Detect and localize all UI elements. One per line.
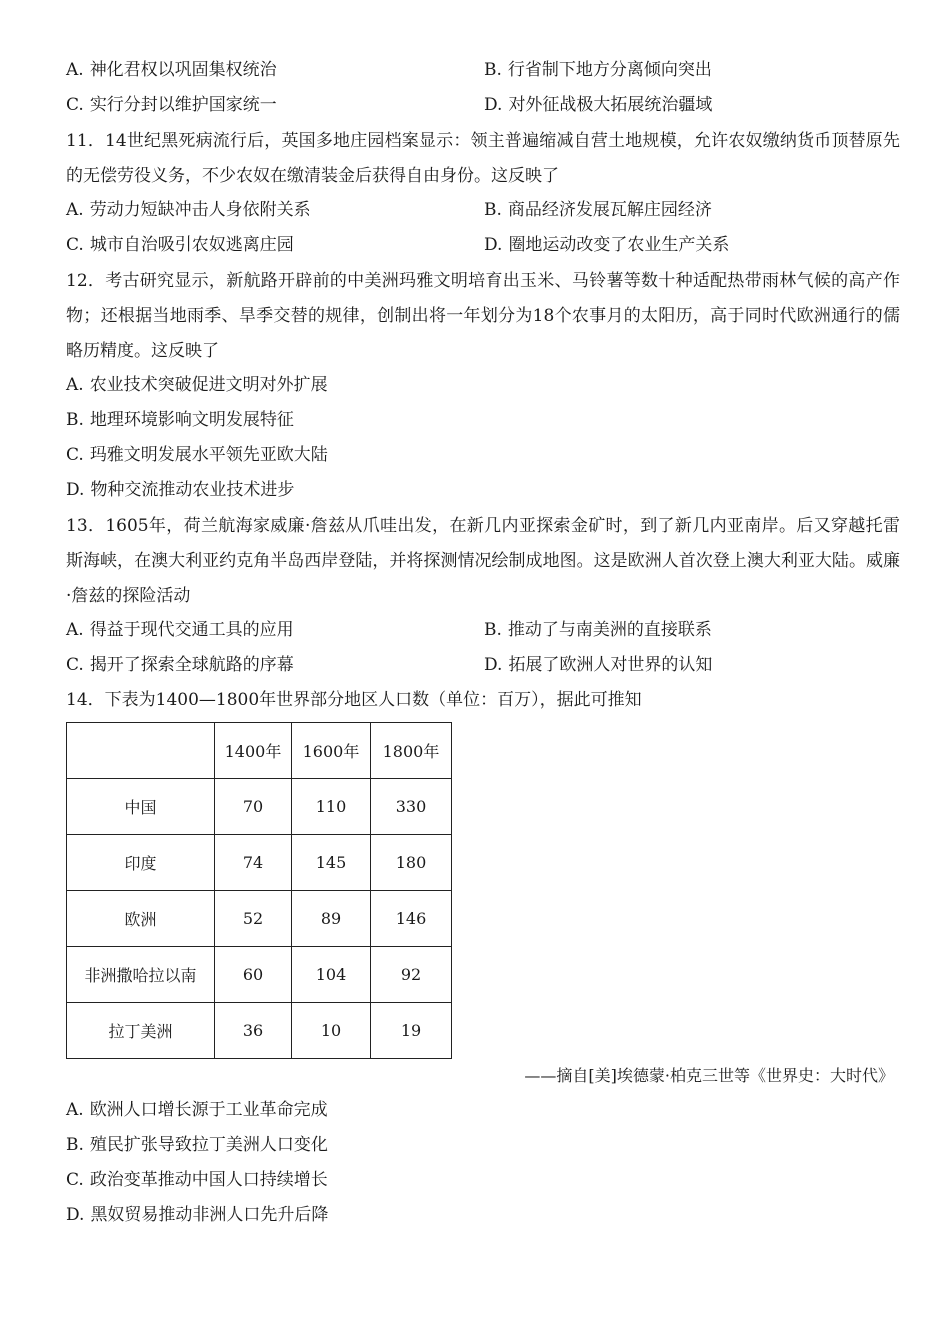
table-cell: 52 <box>215 891 292 947</box>
option-text: 圈地运动改变了农业生产关系 <box>508 235 730 255</box>
q11-options-row-cd <box>66 233 906 257</box>
option-text: 神化君权以巩固集权统治 <box>89 60 277 80</box>
table-cell-region: 非洲撒哈拉以南 <box>67 947 215 1003</box>
option-text: 得益于现代交通工具的应用 <box>89 620 294 640</box>
table-row <box>67 835 452 891</box>
option-letter: C. <box>66 655 84 675</box>
q11-option-b[interactable] <box>484 198 712 222</box>
table-header-cell: 1800年 <box>371 723 452 779</box>
option-text: 拓展了欧洲人对世界的认知 <box>508 655 713 675</box>
option-text: 对外征战极大拓展统治疆域 <box>508 95 713 115</box>
q12-option-a[interactable] <box>66 373 328 397</box>
option-text: 殖民扩张导致拉丁美洲人口变化 <box>89 1135 328 1155</box>
option-letter: A. <box>66 60 84 80</box>
table-header-row <box>67 723 452 779</box>
table-cell-region: 拉丁美洲 <box>67 1003 215 1059</box>
table-row <box>67 1003 452 1059</box>
option-text: 政治变革推动中国人口持续增长 <box>89 1170 328 1190</box>
q13-options-row-cd <box>66 653 906 677</box>
option-text: 欧洲人口增长源于工业革命完成 <box>89 1100 328 1120</box>
table-cell: 10 <box>292 1003 371 1059</box>
option-text: 地理环境影响文明发展特征 <box>89 410 294 430</box>
option-text: 劳动力短缺冲击人身依附关系 <box>89 200 311 220</box>
table-cell: 146 <box>371 891 452 947</box>
q11-stem: 11．14世纪黑死病流行后，英国多地庄园档案显示：领主普遍缩减自营土地规模，允许农奴缴纳货币顶替原先的无偿劳役义务，不少农奴在缴清装金后获得自由身份。这反映了 <box>66 131 900 186</box>
option-text: 行省制下地方分离倾向突出 <box>507 60 712 80</box>
q14-option-c[interactable] <box>66 1168 328 1192</box>
table-cell-region: 中国 <box>67 779 215 835</box>
option-text: 黑奴贸易推动非洲人口先升后降 <box>90 1205 329 1225</box>
option-letter: D. <box>484 655 503 675</box>
q13-options-row-ab <box>66 618 906 642</box>
table-cell: 180 <box>371 835 452 891</box>
q13-option-d[interactable] <box>484 653 712 677</box>
option-text: 物种交流推动农业技术进步 <box>90 480 295 500</box>
option-letter: C. <box>66 235 84 255</box>
table-source-citation: ——摘自[美]埃德蒙·柏克三世等《世界史：大时代》 <box>524 1066 894 1085</box>
table-cell: 60 <box>215 947 292 1003</box>
option-letter: B. <box>66 410 84 430</box>
table-cell-region: 欧洲 <box>67 891 215 947</box>
q13-option-b[interactable] <box>484 618 712 642</box>
q12-option-c[interactable] <box>66 443 328 467</box>
q12-option-d[interactable] <box>66 478 294 502</box>
option-text: 玛雅文明发展水平领先亚欧大陆 <box>89 445 328 465</box>
option-letter: A. <box>66 1100 84 1120</box>
q11-option-a[interactable] <box>66 198 311 222</box>
q11-option-c[interactable] <box>66 233 294 257</box>
option-text: 商品经济发展瓦解庄园经济 <box>507 200 712 220</box>
table-cell: 70 <box>215 779 292 835</box>
table-cell: 145 <box>292 835 371 891</box>
option-text: 农业技术突破促进文明对外扩展 <box>89 375 328 395</box>
option-letter: B. <box>484 60 502 80</box>
table-cell: 74 <box>215 835 292 891</box>
option-letter: C. <box>66 95 84 115</box>
q12-option-b[interactable] <box>66 408 294 432</box>
q10-options-row-ab <box>66 58 906 82</box>
q10-options-row-cd <box>66 93 906 117</box>
q13-option-c[interactable] <box>66 653 294 677</box>
q11-option-d[interactable] <box>484 233 729 257</box>
option-text: 实行分封以维护国家统一 <box>89 95 277 115</box>
q10-option-b[interactable] <box>484 58 712 82</box>
q14-option-a[interactable] <box>66 1098 328 1122</box>
table-header-cell: 1400年 <box>215 723 292 779</box>
q14-option-d[interactable] <box>66 1203 328 1227</box>
q14-stem: 14．下表为1400—1800年世界部分地区人口数（单位：百万），据此可推知 <box>66 690 642 710</box>
option-letter: A. <box>66 620 84 640</box>
table-cell: 19 <box>371 1003 452 1059</box>
option-letter: B. <box>484 200 502 220</box>
table-row <box>67 779 452 835</box>
option-text: 推动了与南美洲的直接联系 <box>507 620 712 640</box>
table-header-cell: 1600年 <box>292 723 371 779</box>
population-table <box>66 722 452 1059</box>
table-cell: 36 <box>215 1003 292 1059</box>
q14-option-b[interactable] <box>66 1133 328 1157</box>
option-text: 揭开了探索全球航路的序幕 <box>89 655 294 675</box>
option-letter: D. <box>66 1205 85 1225</box>
option-letter: A. <box>66 375 84 395</box>
table-cell: 330 <box>371 779 452 835</box>
option-letter: D. <box>484 235 503 255</box>
table-row <box>67 947 452 1003</box>
option-letter: C. <box>66 445 84 465</box>
q12-stem: 12．考古研究显示，新航路开辟前的中美洲玛雅文明培育出玉米、马铃薯等数十种适配热带雨林气候的高产作物；还根据当地雨季、旱季交替的规律，创制出将一年划分为18个农事月的太阳历，高于同时代欧洲通行的儒略历精度。这反映了 <box>66 271 900 361</box>
option-letter: A. <box>66 200 84 220</box>
table-header-cell <box>67 723 215 779</box>
q10-option-c[interactable] <box>66 93 277 117</box>
option-text: 城市自治吸引农奴逃离庄园 <box>89 235 294 255</box>
table-cell: 110 <box>292 779 371 835</box>
table-cell: 104 <box>292 947 371 1003</box>
table-cell: 92 <box>371 947 452 1003</box>
option-letter: B. <box>484 620 502 640</box>
option-letter: D. <box>66 480 85 500</box>
table-cell-region: 印度 <box>67 835 215 891</box>
q10-option-a[interactable] <box>66 58 277 82</box>
q13-option-a[interactable] <box>66 618 294 642</box>
table-row <box>67 891 452 947</box>
q11-options-row-ab <box>66 198 906 222</box>
q13-stem: 13．1605年，荷兰航海家威廉·詹兹从爪哇出发，在新几内亚探索金矿时，到了新几内亚南岸。后又穿越托雷斯海峡，在澳大利亚约克角半岛西岸登陆，并将探测情况绘制成地图。这是欧洲人首次登上澳大利亚大陆。威廉·詹兹的探险活动 <box>66 516 900 606</box>
option-letter: D. <box>484 95 503 115</box>
table-cell: 89 <box>292 891 371 947</box>
option-letter: B. <box>66 1135 84 1155</box>
q10-option-d[interactable] <box>484 93 712 117</box>
option-letter: C. <box>66 1170 84 1190</box>
